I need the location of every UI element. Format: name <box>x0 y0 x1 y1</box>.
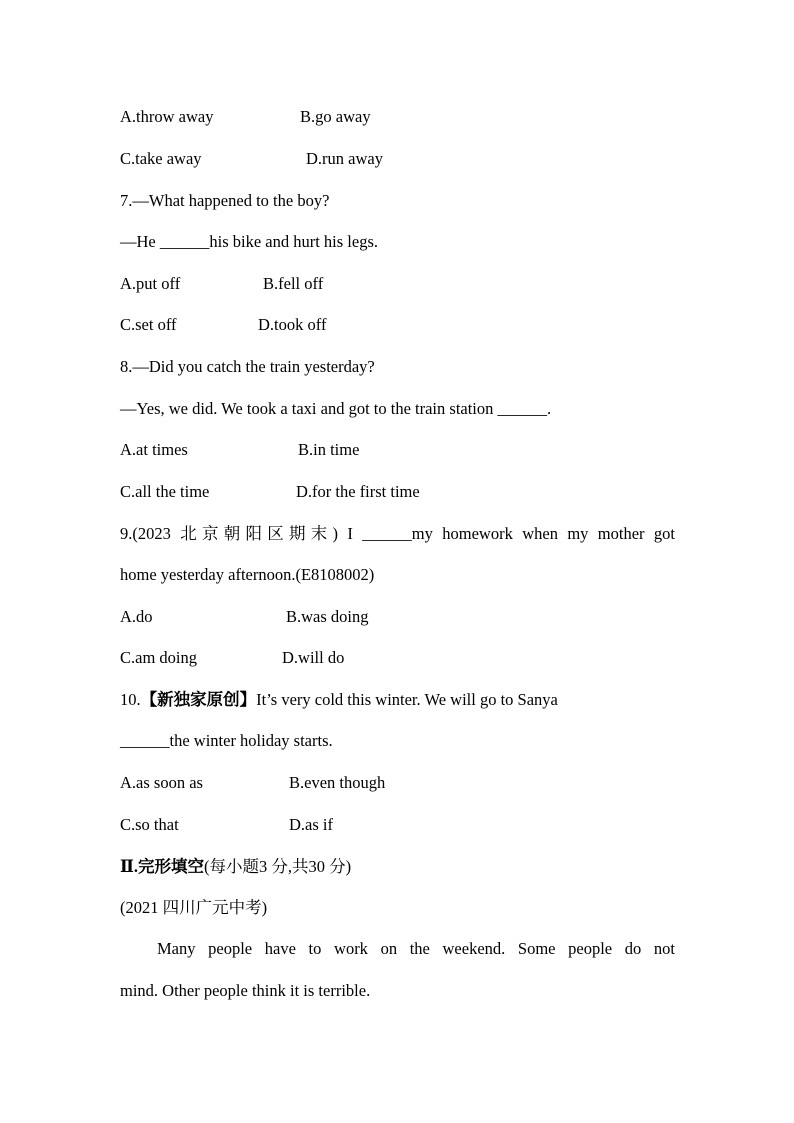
q7-answer-line: —He ______his bike and hurt his legs. <box>120 232 379 251</box>
q7-option-a: A.put off <box>120 274 181 293</box>
q6-option-d: D.run away <box>306 149 383 168</box>
q9-option-d: D.will do <box>282 648 345 667</box>
q10-number: 10. <box>120 690 141 709</box>
q8-options-row1 <box>120 440 360 460</box>
q9-line1: 9.(2023 北京朝阳区期末) I ______my homework when my mother got <box>120 524 675 543</box>
q10-option-d: D.as if <box>289 815 333 834</box>
section2-heading: Ⅱ.完形填空 <box>120 857 205 876</box>
q9-line2: home yesterday afternoon.(E8108002) <box>120 565 375 584</box>
q10-line1 <box>120 690 558 710</box>
q8-options-row2 <box>120 482 420 502</box>
q6-options-row2 <box>120 149 383 169</box>
q9-options-row1 <box>120 607 369 627</box>
q6-option-c: C.take away <box>120 149 202 168</box>
q10-option-a: A.as soon as <box>120 773 203 792</box>
q7-option-d: D.took off <box>258 315 327 334</box>
q10-line1-text: It’s very cold this winter. We will go to Sanya <box>256 690 558 709</box>
q9-options-row2 <box>120 648 345 668</box>
passage-line1: Many people have to work on the weekend. Some people do not <box>157 939 675 958</box>
q10-options-row2 <box>120 815 333 835</box>
q8-answer-line: —Yes, we did. We took a taxi and got to the train station ______. <box>120 399 552 418</box>
section2-heading-line <box>120 857 351 877</box>
q10-tag: 【新独家原创】 <box>140 690 257 709</box>
q9-option-a: A.do <box>120 607 153 626</box>
q10-option-b: B.even though <box>289 773 386 792</box>
q10-line2: ______the winter holiday starts. <box>120 731 333 750</box>
q7-options-row2 <box>120 315 327 335</box>
q10-option-c: C.so that <box>120 815 179 834</box>
q8-question: 8.—Did you catch the train yesterday? <box>120 357 375 376</box>
q10-options-row1 <box>120 773 386 793</box>
q9-option-c: C.am doing <box>120 648 197 667</box>
q8-option-d: D.for the first time <box>296 482 420 501</box>
q6-option-a: A.throw away <box>120 107 214 126</box>
section2-note: (每小题3 分,共30 分) <box>204 857 352 876</box>
q7-options-row1 <box>120 274 324 294</box>
q7-option-c: C.set off <box>120 315 177 334</box>
passage-line2: mind. Other people think it is terrible. <box>120 981 371 1000</box>
q8-option-c: C.all the time <box>120 482 210 501</box>
q6-options-row1 <box>120 107 371 127</box>
section2-source: (2021 四川广元中考) <box>120 898 268 917</box>
q8-option-a: A.at times <box>120 440 188 459</box>
q9-option-b: B.was doing <box>286 607 369 626</box>
q6-option-b: B.go away <box>300 107 371 126</box>
q7-option-b: B.fell off <box>263 274 324 293</box>
q7-question: 7.—What happened to the boy? <box>120 191 330 210</box>
q8-option-b: B.in time <box>298 440 360 459</box>
